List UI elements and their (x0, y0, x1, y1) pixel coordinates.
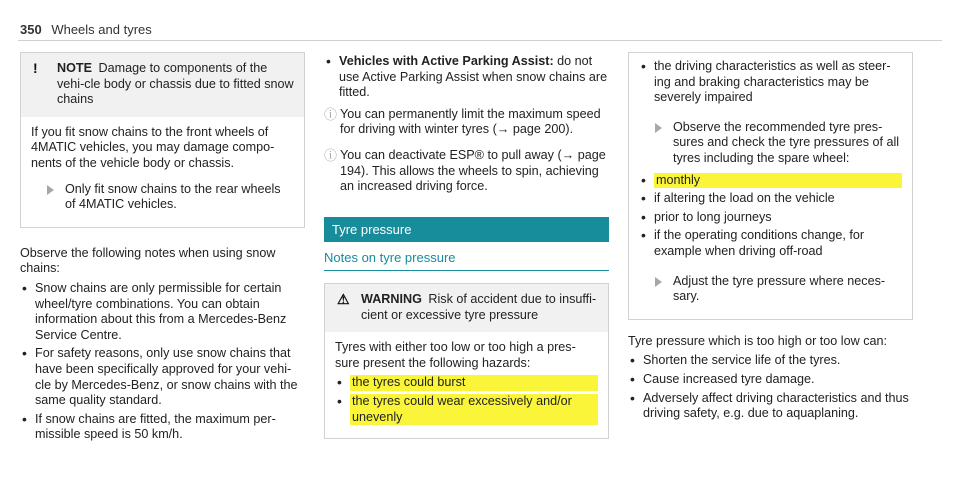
column-1 (20, 52, 305, 446)
note-text: You can deactivate ESP® to pull away (→ page 194). This allows the wheels to spin, achieving an increased driving force. (340, 147, 606, 194)
notice-box (20, 52, 305, 228)
list-item (335, 394, 598, 425)
column-3 (628, 52, 913, 425)
warning-header (325, 284, 608, 332)
note-text: You can permanently limit the maximum speed for driving with winter tyres (→ page 200). (340, 106, 601, 137)
warning-continued-box (628, 52, 913, 320)
column-2 (324, 52, 609, 439)
list-item: • if the operating conditions change, for example when driving off-road (639, 228, 902, 259)
header-rule (18, 40, 942, 41)
pressure-effects-intro: Tyre pressure which is too high or too low can: (628, 333, 887, 348)
notice-instruction-text: Only fit snow chains to the rear wheels of 4MATIC vehicles. (65, 181, 281, 212)
adjust-instruction (639, 274, 902, 305)
parking-assist-text: do not use Active Parking Assist when snow chains are fitted. (339, 54, 608, 100)
list-item: • Adversely affect driving characteristics and thus driving safety, e.g. due to aquaplaning. (628, 391, 913, 422)
notice-label: NOTE (57, 61, 92, 75)
highlighted-text: • the tyres could burst (350, 375, 598, 391)
check-list (639, 173, 902, 260)
note-speed-limit (324, 107, 609, 138)
parking-assist-list (324, 54, 609, 101)
info-icon: ⓘ (324, 106, 338, 122)
list-item: • Shorten the service life of the tyres. (628, 353, 913, 369)
note-esp (324, 148, 609, 195)
play-arrow-icon (655, 123, 662, 133)
list-item (335, 375, 598, 391)
notice-text: Damage to components of the vehi-cle body or chassis due to fitted snow chains (57, 61, 294, 107)
warning-text: Risk of accident due to insuffi-cient or excessive tyre pressure (361, 291, 597, 322)
warning-body (325, 332, 608, 438)
warning-box (324, 283, 609, 439)
info-icon: ⓘ (324, 147, 338, 163)
notice-header (21, 53, 304, 117)
warning-continued-body (629, 53, 912, 319)
page-number: 350 (20, 22, 42, 37)
warning-body-text: Tyres with either too low or too high a pres-sure present the following hazards: (335, 340, 576, 370)
section-title-bar: Tyre pressure (324, 217, 609, 243)
hazard-list-continued (639, 59, 902, 106)
list-item (324, 54, 609, 101)
page-header (20, 22, 152, 37)
list-item (639, 173, 902, 189)
pressure-instruction (639, 120, 902, 167)
snow-chain-intro: Observe the following notes when using snow chains: (20, 245, 276, 276)
list-item: • if altering the load on the vehicle (639, 191, 902, 207)
list-item: • If snow chains are fitted, the maximum per-missible speed is 50 km/h. (20, 412, 305, 443)
sub-heading: Notes on tyre pressure (324, 242, 609, 271)
warning-label: WARNING (361, 291, 422, 306)
parking-assist-bold: Vehicles with Active Parking Assist: (339, 54, 554, 68)
list-item: • the driving characteristics as well as steer-ing and braking characteristics may be severely impaired (639, 59, 902, 106)
play-arrow-icon (47, 185, 54, 195)
notice-icon: ! (33, 60, 38, 76)
warning-triangle-icon: ⚠ (337, 290, 350, 307)
list-item: • prior to long journeys (639, 210, 902, 226)
hazard-list (335, 375, 598, 425)
list-item: • Snow chains are only permissible for certain wheel/tyre combinations. You can obtain information about this from a Mercedes-Benz Service Centre. (20, 281, 305, 343)
chapter-title: Wheels and tyres (51, 22, 152, 37)
highlighted-text: • the tyres could wear excessively and/or unevenly (350, 394, 598, 425)
notice-body (21, 117, 304, 227)
list-item: • Cause increased tyre damage. (628, 372, 913, 388)
highlighted-text: • monthly (654, 173, 902, 189)
list-item: • For safety reasons, only use snow chains that have been specifically approved for your vehi-cle by Mercedes-Benz, or snow chains with the same quality standard. (20, 346, 305, 408)
notice-body-text: If you fit snow chains to the front wheels of 4MATIC vehicles, you may damage compo-nents of the vehicle body or chassis. (31, 124, 275, 170)
play-arrow-icon (655, 277, 662, 287)
notice-instruction (31, 182, 294, 213)
pressure-effects-list (628, 353, 913, 421)
snow-chain-list (20, 281, 305, 443)
pressure-instruction-text: Observe the recommended tyre pres-sures and check the tyre pressures of all tyres including the spare wheel: (673, 119, 900, 165)
adjust-instruction-text: Adjust the tyre pressure where neces-sary. (673, 273, 886, 304)
